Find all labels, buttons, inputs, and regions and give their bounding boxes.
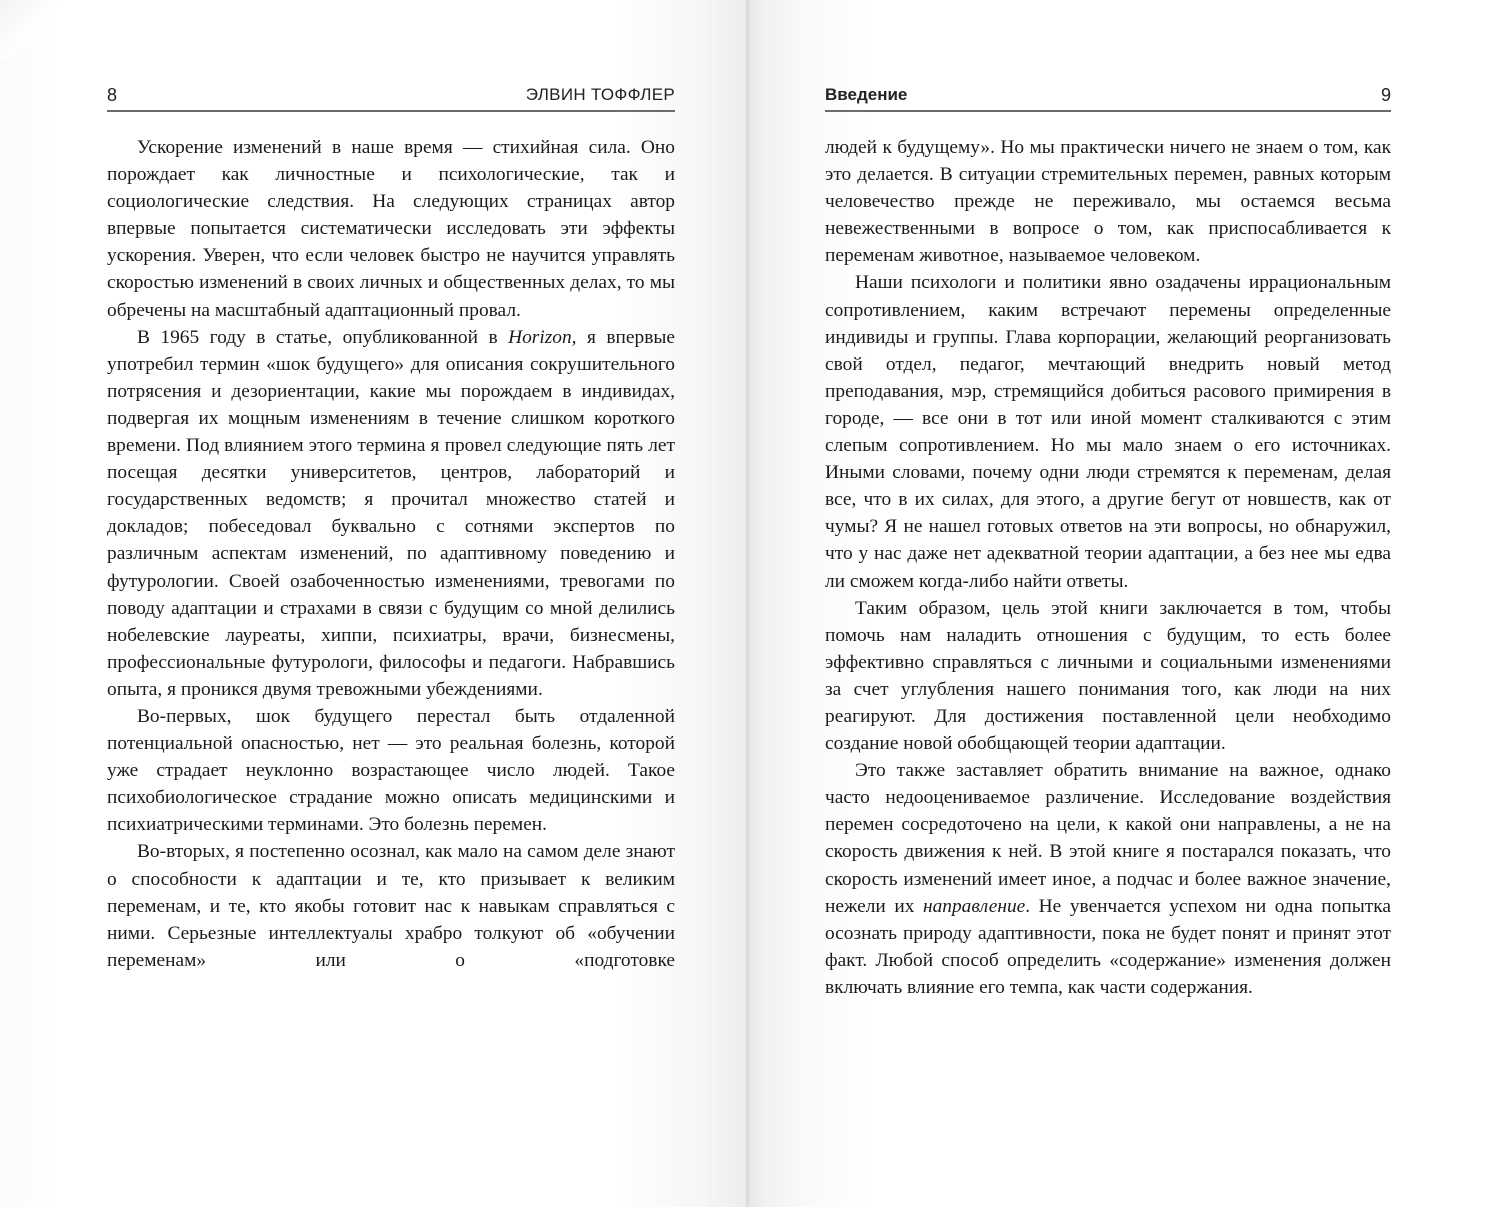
right-paragraph-4-text-b: . Не увенчается успехом ни одна попытка осознать природу адаптивности, пока не будет понят и принят этот факт. Любой способ определить «содержание» изменения должен включать влияние его темпа, как части содержания. — [825, 895, 1391, 998]
right-page-body — [825, 134, 1391, 1001]
left-running-head — [107, 78, 675, 112]
left-page-body — [107, 134, 675, 974]
right-running-head-section: Введение — [825, 85, 908, 104]
left-paragraph-2-text-a: В 1965 году в статье, опубликованной в — [137, 326, 509, 348]
italic-horizon: Horizon — [508, 326, 572, 348]
left-paragraph-4: Во-вторых, я постепенно осознал, как мало на самом деле знают о способности к адаптации и те, кто призывает к великим переменам, и те, кто якобы готовит нас к навыкам справляться с ними. Серьезные интеллектуалы храбро толкуют об «обучении переменам» или о «подготовке — [107, 841, 675, 971]
right-paragraph-4 — [825, 757, 1391, 1001]
right-paragraph-3: Таким образом, цель этой книги заключается в том, чтобы помочь нам наладить отношения с будущим, то есть более эффективно справляться с личными и социальными изменениями за счет углубления нашего понимания того, как люди на них реагируют. Для достижения поставленной цели необходимо создание новой обобщающей теории адаптации. — [825, 597, 1391, 755]
right-paragraph-2: Наши психологи и политики явно озадачены иррациональным сопротивлением, каким встречают перемены определенные индивиды и группы. Глава корпорации, желающий реорганизовать свой отдел, педагог, мечтающий внедрить новый метод преподавания, мэр, стремящийся добиться расового примирения в городе, — все они в тот или иной момент сталкиваются с этим слепым сопротивлением. Но мы мало знаем о его источниках. Иными словами, почему одни люди стремятся к переменам, делая все, что в их силах, для этого, а другие бегут от новшеств, как от чумы? Я не нашел готовых ответов на эти вопросы, но обнаружил, что у нас даже нет адекватной теории адаптации, а без нее мы едва ли сможем когда-либо найти ответы. — [825, 272, 1391, 592]
book-spine — [746, 0, 749, 1207]
left-page-number: 8 — [107, 85, 118, 105]
left-paragraph-1: Ускорение изменений в наше время — стихийная сила. Оно порождает как личностные и психологические, так и социологические следствия. На следующих страницах автор впервые попытается систематически исследовать эти эффекты ускорения. Уверен, что если человек быстро не научится управлять скоростью изменений в своих личных и общественных делах, то мы обречены на масштабный адаптационный провал. — [107, 137, 675, 321]
right-page-number: 9 — [1380, 85, 1391, 105]
right-paragraph-4-text-a: Это также заставляет обратить внимание на важное, однако часто недооцениваемое различение. Исследование воздействия перемен сосредоточено на цели, к какой они направлены, а не на скорость движения к ней. В этой книге я постарался показать, что скорость изменений имеет иное, а подчас и более важное значение, нежели их — [825, 760, 1391, 917]
left-paragraph-2 — [107, 324, 675, 703]
page-corner-fold — [0, 0, 60, 60]
right-running-head — [825, 78, 1391, 112]
italic-napravlenie: направление — [922, 895, 1026, 917]
left-running-head-author: ЭЛВИН ТОФФЛЕР — [525, 85, 675, 104]
left-paragraph-3: Во-первых, шок будущего перестал быть отдаленной потенциальной опасностью, нет — это реальная болезнь, которой уже страдает неуклонно возрастающее число людей. Такое психобиологическое страдание можно описать медицинскими и психиатрическими терминами. Это болезнь перемен. — [107, 705, 675, 836]
right-paragraph-1: людей к будущему». Но мы практически ничего не знаем о том, как это делается. В ситуации стремительных перемен, равных которым человечество прежде не переживало, мы остаемся весьма невежественными в вопросе о том, как приспосабливается к переменам животное, называемое человеком. — [825, 137, 1391, 267]
left-paragraph-2-text-b: , я впервые употребил термин «шок будущего» для описания сокрушительного потрясения и дезориентации, какие мы порождаем в индивидах, подвергая их мощным изменениям в течение слишком короткого времени. Под влиянием этого термина я провел следующие пять лет посещая десятки университетов, центров, лабораторий и государственных ведомств; я прочитал множество статей и докладов; побеседовал буквально с сотнями экспертов по различным аспектам изменений, по адаптивному поведению и футурологии. Своей озабоченностью изменениями, тревогами по поводу адаптации и страхами в связи с будущим со мной делились нобелевские лауреаты, хиппи, психиатры, врачи, бизнесмены, профессиональные футурологи, философы и педагоги. Набравшись опыта, я проникся двумя тревожными убеждениями. — [107, 326, 676, 700]
